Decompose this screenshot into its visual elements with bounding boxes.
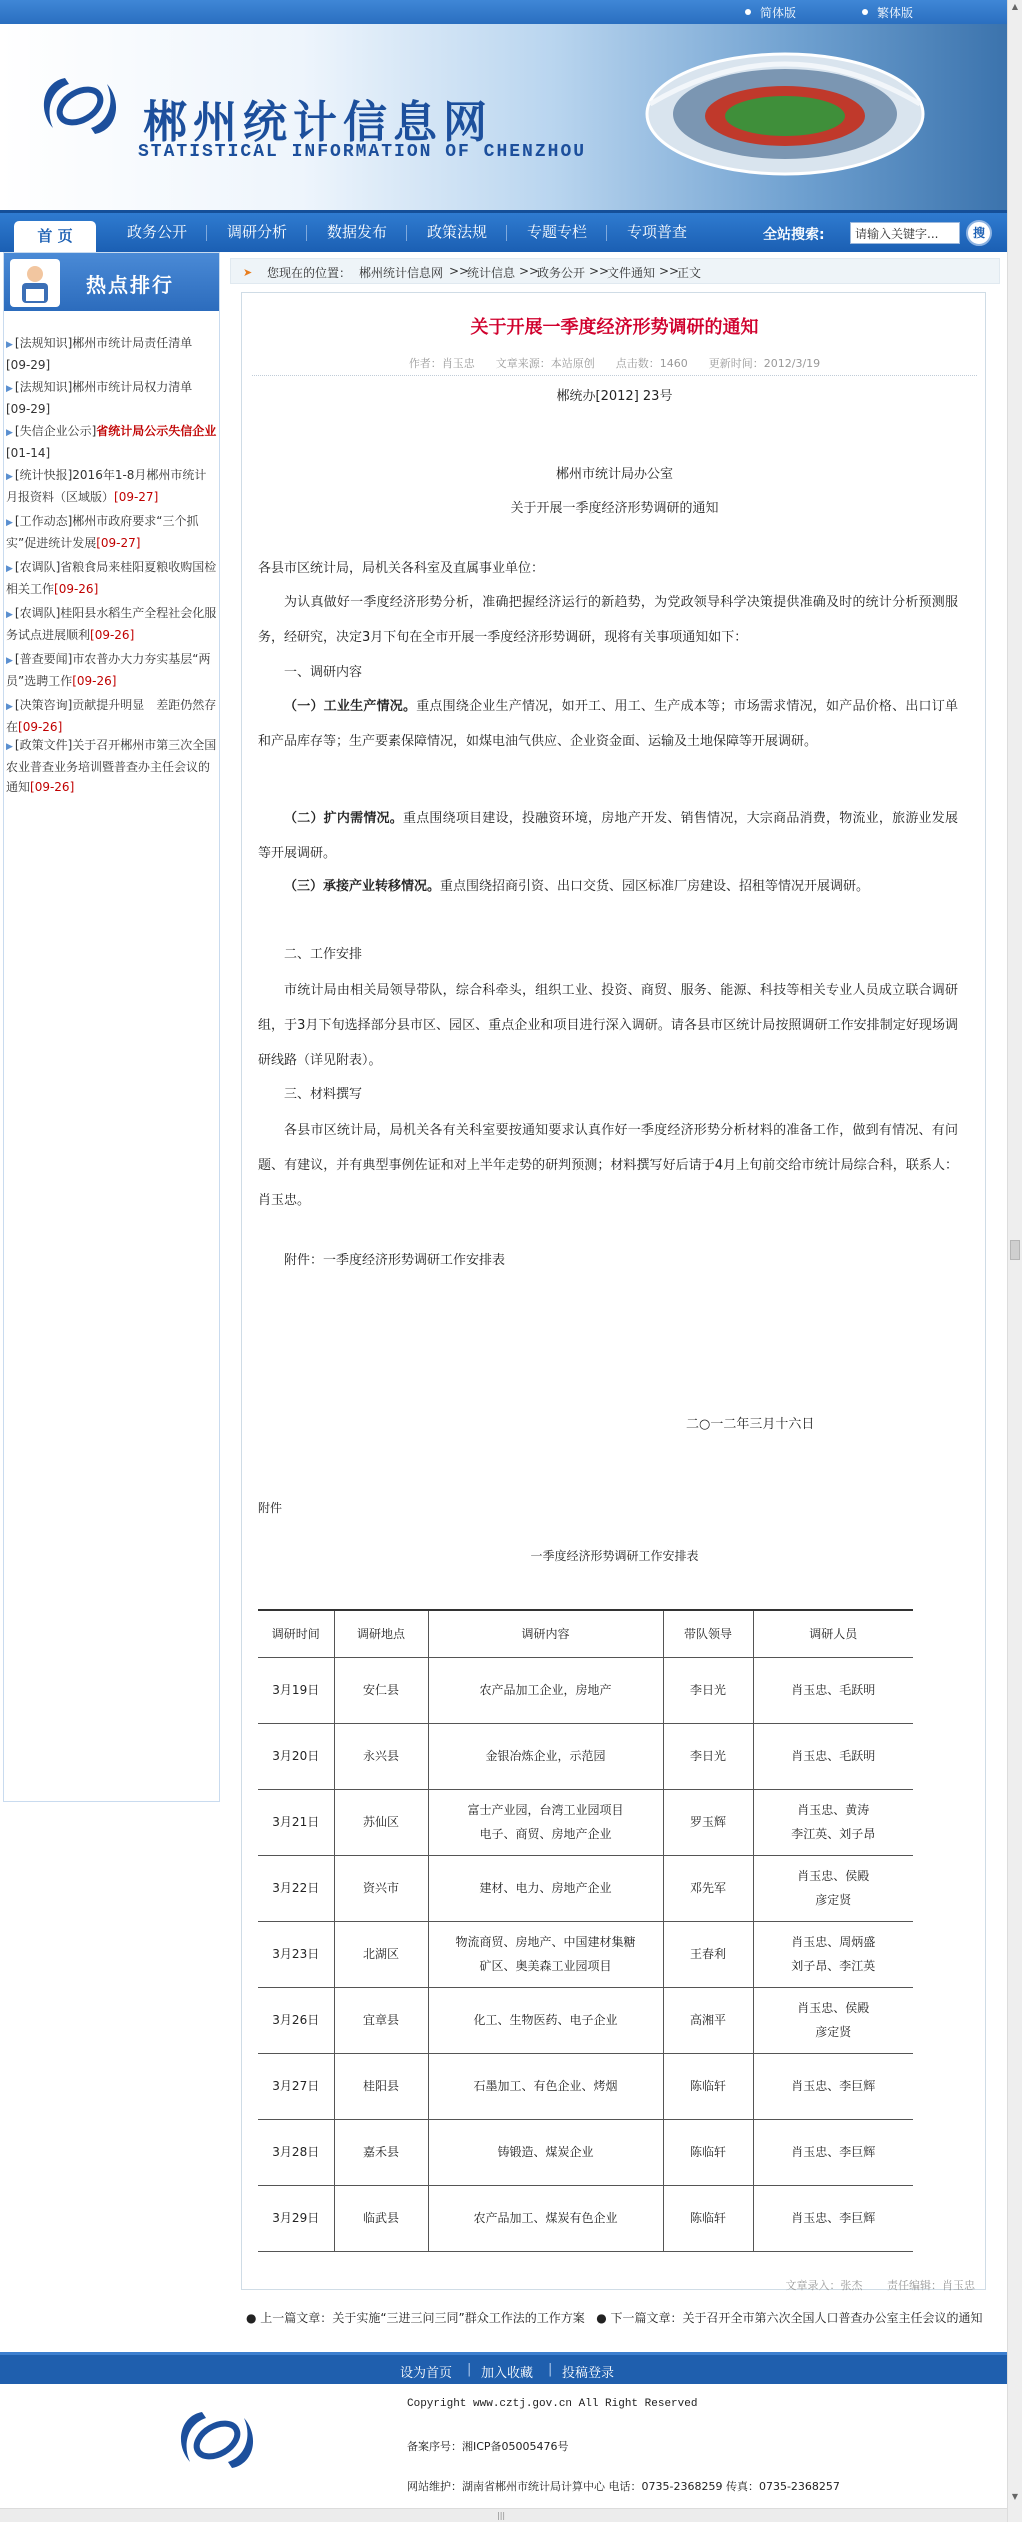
arrow-icon: ➤ [243,266,253,279]
table-cell: 肖玉忠、毛跃明 [753,1723,913,1789]
table-cell: 3月27日 [258,2053,334,2119]
article-title: 关于开展一季度经济形势调研的通知 [470,317,759,338]
table-cell: 李日光 [663,1657,753,1723]
table-cell: 宜章县 [334,1987,428,2053]
article [241,292,986,2290]
paragraph: （二）扩内需情况。重点围绕项目建设，投融资环境，房地产开发、销售情况，大宗商品消费，物流业，旅游业发展等开展调研。 [258,811,958,861]
table-cell: 李日光 [663,1723,753,1789]
table-header: 调研地点 [334,1610,428,1657]
table-row [258,1921,913,1987]
appendix-label: 附件 [258,1501,283,1515]
nav-separator [406,225,407,241]
schedule-table [258,1609,913,2252]
footer-separator: | [548,2362,553,2377]
table-cell: 富士产业园，台湾工业园项目 电子、商贸、房地产企业 [428,1789,663,1855]
hot-list-item[interactable]: ▶ [农调队]省粮食局来桂阳夏粮收购国检相关工作[09-26] [6,560,217,596]
table-cell: 金银冶炼企业，示范园 [428,1723,663,1789]
footer-logo-icon [172,2400,262,2480]
horizontal-scrollbar[interactable] [0,2508,1007,2522]
arrow-icon: ▶ [6,340,13,350]
arrow-icon: ▶ [6,472,13,482]
table-cell: 肖玉忠、侯殿 彦定贤 [753,1855,913,1921]
table-cell: 肖玉忠、周炳盛 刘子昂、李江英 [753,1921,913,1987]
table-cell: 3月21日 [258,1789,334,1855]
table-cell: 陈临轩 [663,2185,753,2251]
nav-separator [306,225,307,241]
table-header: 带队领导 [663,1610,753,1657]
breadcrumb [230,258,1000,284]
bullet-icon [745,9,751,15]
table-cell: 农产品加工、煤炭有色企业 [428,2185,663,2251]
scroll-thumb[interactable] [1010,1240,1020,1260]
notice-subject: 关于开展一季度经济形势调研的通知 [510,501,719,516]
paragraph: （三）承接产业转移情况。重点围绕招商引资、出口交货、园区标准厂房建设、招租等情况开展调研。 [284,879,870,894]
nav-item-data-release[interactable]: 数据发布 [326,223,387,241]
bullet-icon [862,9,868,15]
site-title: 郴州统计信息网 [143,97,493,148]
table-row [258,2185,913,2251]
nav-item-special-topics[interactable]: 专题专栏 [526,223,587,241]
table-cell: 北湖区 [334,1921,428,1987]
table-cell: 3月26日 [258,1987,334,2053]
issuer: 郴州市统计局办公室 [555,467,673,482]
scroll-down-icon[interactable]: ▼ [1011,2492,1019,2501]
submit-login-link[interactable]: 投稿登录 [562,2366,615,2381]
entry-person: 张杰 [840,2279,863,2292]
bullet-icon: ● [596,2311,611,2325]
breadcrumb-sep: >> [589,264,610,278]
footer-links-bar [0,2352,1007,2384]
logo-icon [35,70,125,142]
table-cell: 资兴市 [334,1855,428,1921]
table-cell: 嘉禾县 [334,2119,428,2185]
top-bar [0,0,1007,24]
arrow-icon: ▶ [6,428,13,438]
traditional-chinese-link[interactable]: 繁体版 [877,6,914,20]
hot-list-item[interactable]: ▶ [工作动态]郴州市政府要求“三个抓实”促进统计发展[09-27] [6,514,199,550]
arrow-icon: ▶ [6,518,13,528]
icp-number: 备案序号：湘ICP备05005476号 [407,2440,569,2453]
table-row [258,1855,913,1921]
table-cell: 3月28日 [258,2119,334,2185]
issue-date: 二○一二年三月十六日 [686,1417,815,1432]
table-cell: 陈临轩 [663,2053,753,2119]
table-cell: 3月19日 [258,1657,334,1723]
reader-icon [10,259,60,307]
editor: 肖玉忠 [942,2279,975,2292]
sidebar [3,252,220,1802]
table-cell: 物流商贸、房地产、中国建材集糖 矿区、奥美森工业园项目 [428,1921,663,1987]
table-cell: 苏仙区 [334,1789,428,1855]
salutation: 各县市区统计局，局机关各科室及直属事业单位： [258,561,545,576]
table-cell: 3月29日 [258,2185,334,2251]
copyright: Copyright www.cztj.gov.cn All Right Reserved [407,2398,698,2410]
table-cell: 农产品加工企业，房地产 [428,1657,663,1723]
author: 肖玉忠 [441,357,475,370]
arrow-icon: ▶ [6,656,13,666]
table-cell: 石墨加工、有色企业、烤烟 [428,2053,663,2119]
nav-item-home[interactable]: 首 页 [14,221,96,252]
site-subtitle: STATISTICAL INFORMATION OF CHENZHOU [138,142,587,162]
breadcrumb-home[interactable]: 郴州统计信息网 [359,266,444,280]
table-header: 调研内容 [428,1610,663,1657]
table-cell: 永兴县 [334,1723,428,1789]
table-cell: 罗玉辉 [663,1789,753,1855]
footer-separator: | [467,2362,472,2377]
search-label: 全站搜索: [763,227,825,243]
update-time: 2012/3/19 [763,357,821,370]
section-heading: 一、调研内容 [284,665,363,680]
hot-list-item[interactable]: ▶ [失信企业公示]省统计局公示失信企业[01-14] [6,424,217,460]
table-cell: 邓先军 [663,1855,753,1921]
table-cell: 肖玉忠、侯殿 彦定贤 [753,1987,913,2053]
breadcrumb-sep: >> [659,264,680,278]
table-row [258,1789,913,1855]
intro-paragraph: 为认真做好一季度经济形势分析，准确把握经济运行的新趋势，为党政领导科学决策提供准确及时的统计分析预测服务，经研究，决定3月下旬在全市开展一季度经济形势调研，现将有关事项通知如下： [258,595,958,645]
table-header: 调研人员 [753,1610,913,1657]
table-header: 调研时间 [258,1610,334,1657]
arrow-icon: ▶ [6,610,13,620]
nav-separator [606,225,607,241]
table-cell: 建材、电力、房地产企业 [428,1855,663,1921]
header-banner [0,24,1007,210]
set-homepage-link[interactable]: 设为首页 [400,2366,453,2381]
prev-article-link[interactable]: 关于实施“三进三问三同”群众工作法的工作方案 [332,2311,585,2325]
breadcrumb-sep: >> [519,264,540,278]
hot-ranking-title: 热点排行 [86,273,174,297]
hot-list-item[interactable]: ▶ [普查要闻]市农普办大力夯实基层“两员”选聘工作[09-26] [6,652,211,688]
hot-list-item[interactable]: ▶ [决策咨询]贡献提升明显 差距仍然存在[09-26] [6,698,217,734]
bullet-icon: ● [246,2311,261,2325]
divider [252,375,977,376]
nav-item-government-affairs[interactable]: 政务公开 [126,223,187,241]
scroll-grip-icon: ||| [497,2511,506,2520]
support-info: 网站维护：湖南省郴州市统计局计算中心 电话：0735-2368259 传真：0735-2368257 [407,2480,840,2493]
breadcrumb-stat-info[interactable]: 统计信息 [467,266,516,280]
breadcrumb-sep: >> [449,264,470,278]
breadcrumb-gov-affairs[interactable]: 政务公开 [537,266,586,280]
table-cell: 高湘平 [663,1987,753,2053]
table-row [258,2119,913,2185]
table-row [258,1657,913,1723]
table-title: 一季度经济形势调研工作安排表 [530,1549,699,1563]
simplified-chinese-link[interactable]: 简体版 [760,6,797,20]
prev-next-links: ● 上一篇文章：关于实施“三进三问三同”群众工作法的工作方案 ● 下一篇文章：关于召开全市第六次全国人口普查办公室主任会议的通知 [246,2311,983,2325]
vertical-scrollbar[interactable] [1007,0,1022,2522]
hot-ranking-header [4,253,219,311]
main-nav [0,210,1007,252]
table-cell: 肖玉忠、李巨辉 [753,2185,913,2251]
nav-item-research-analysis[interactable]: 调研分析 [226,223,287,241]
source: 本站原创 [550,357,595,370]
table-row [258,2053,913,2119]
breadcrumb-notices[interactable]: 文件通知 [607,266,656,280]
scroll-up-icon[interactable]: ▲ [1011,2,1019,11]
arrow-icon: ▶ [6,742,13,752]
table-row [258,1987,913,2053]
article-meta: 作者：肖玉忠 文章来源：本站原创 点击数：1460 更新时间：2012/3/19 [408,357,821,370]
section-heading: 二、工作安排 [284,947,363,962]
table-cell: 3月20日 [258,1723,334,1789]
table-cell: 安仁县 [334,1657,428,1723]
document-number: 郴统办[2012] 23号 [556,389,673,404]
table-cell: 临武县 [334,2185,428,2251]
table-cell: 3月22日 [258,1855,334,1921]
stadium-image [640,34,930,184]
nav-separator [506,225,507,241]
arrow-icon: ▶ [6,564,13,574]
table-row [258,1723,913,1789]
nav-item-census[interactable]: 专项普查 [626,223,687,241]
paragraph: 各县市区统计局，局机关各有关科室要按通知要求认真作好一季度经济形势分析材料的准备工作，做到有情况、有问题、有建议，并有典型事例佐证和对上半年走势的研判预测；材料撰写好后请于4月上旬前交给市统计局综合科，联系人：肖玉忠。 [258,1123,958,1208]
search-button[interactable]: 搜 [966,220,992,246]
arrow-icon: ▶ [6,702,13,712]
table-cell: 桂阳县 [334,2053,428,2119]
hot-list-item[interactable]: ▶ [法规知识]郴州市统计局责任清单 [09-29] [6,336,193,372]
table-cell: 陈临轩 [663,2119,753,2185]
nav-item-policies[interactable]: 政策法规 [426,223,487,241]
paragraph: （一）工业生产情况。重点围绕企业生产情况，如开工、用工、生产成本等；市场需求情况，如产品价格、出口订单和产品库存等；生产要素保障情况，如煤电油气供应、企业资金面、运输及土地保障等开展调研。 [258,699,958,749]
search-input[interactable] [850,222,960,244]
table-cell: 铸锻造、煤炭企业 [428,2119,663,2185]
add-favorite-link[interactable]: 加入收藏 [481,2366,534,2381]
breadcrumb-label: 您现在的位置： [267,266,352,280]
hit-count: 1460 [659,357,688,370]
article-footer: 文章录入：张杰 责任编辑：肖玉忠 [785,2279,975,2292]
hot-list-item[interactable]: ▶ [农调队]桂阳县水稻生产全程社会化服务试点进展顺利[09-26] [6,606,217,642]
hot-list-item[interactable]: ▶ [政策文件]关于召开郴州市第三次全国农业普查业务培训暨普查办主任会议的通知[09-26] [6,738,217,794]
next-article-link[interactable]: 关于召开全市第六次全国人口普查办公室主任会议的通知 [682,2311,983,2325]
section-heading: 三、材料撰写 [284,1087,363,1102]
hot-list-item[interactable]: ▶ [统计快报]2016年1-8月郴州市统计月报资料（区域版）[09-27] [6,468,207,504]
table-cell: 肖玉忠、李巨辉 [753,2119,913,2185]
table-cell: 肖玉忠、毛跃明 [753,1657,913,1723]
breadcrumb-current: 正文 [677,266,702,280]
arrow-icon: ▶ [6,384,13,394]
table-cell: 化工、生物医药、电子企业 [428,1987,663,2053]
nav-separator [206,225,207,241]
table-header-row [258,1610,913,1657]
paragraph: 市统计局由相关局领导带队，综合科牵头，组织工业、投资、商贸、服务、能源、科技等相关专业人员成立联合调研组，于3月下旬选择部分县市区、园区、重点企业和项目进行深入调研。请各县市区统计局按照调研工作安排制定好现场调研线路（详见附表）。 [258,983,958,1068]
table-cell: 肖玉忠、李巨辉 [753,2053,913,2119]
hot-list-item[interactable]: ▶ [法规知识]郴州市统计局权力清单 [09-29] [6,380,193,416]
table-cell: 王春利 [663,1921,753,1987]
table-cell: 肖玉忠、黄涛 李江英、刘子昂 [753,1789,913,1855]
attachment-note: 附件：一季度经济形势调研工作安排表 [284,1253,506,1268]
table-cell: 3月23日 [258,1921,334,1987]
